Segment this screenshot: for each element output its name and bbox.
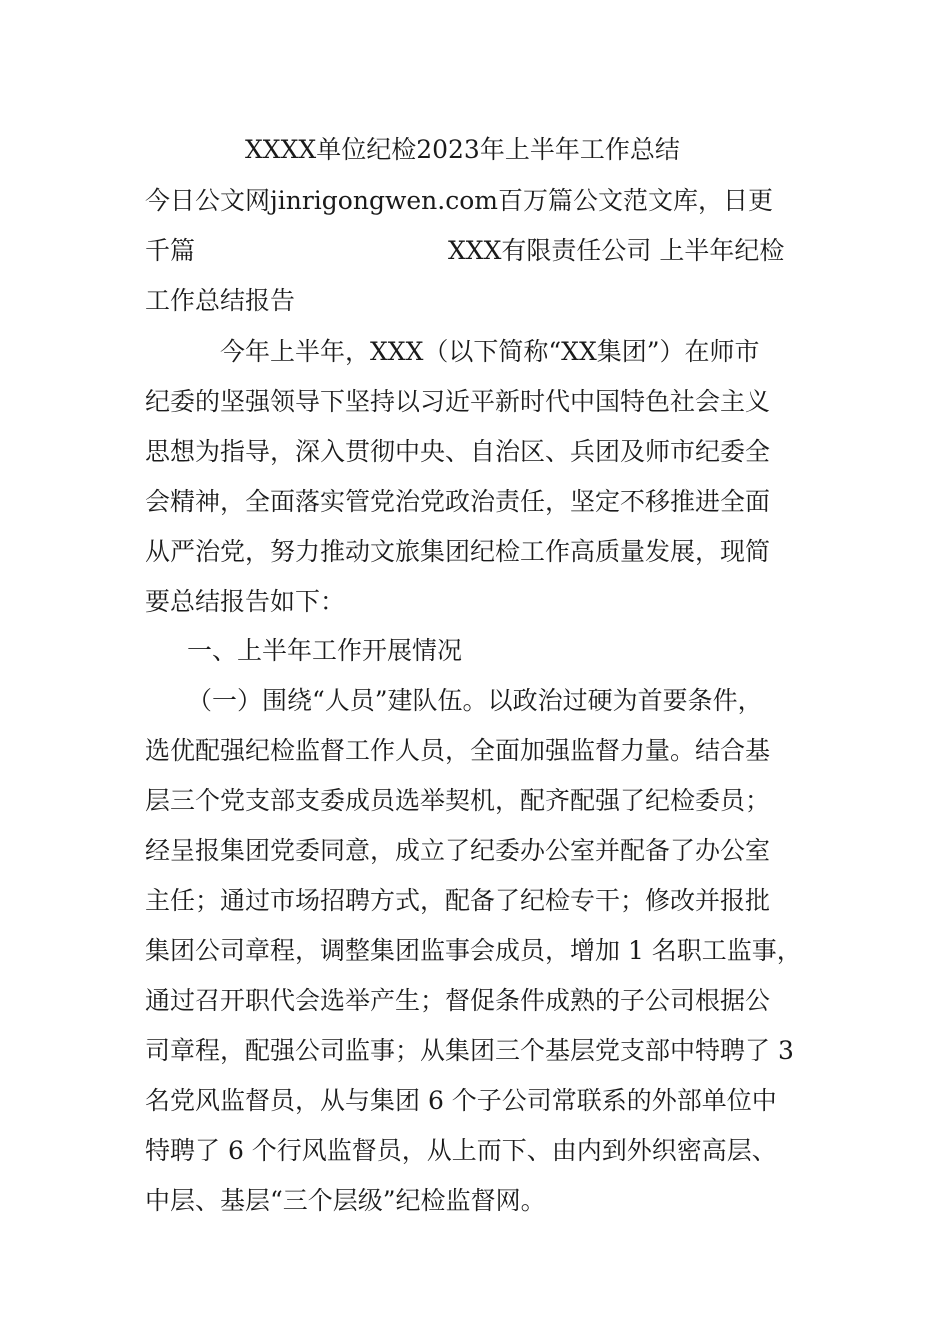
subsection-line: 选优配强纪检监督工作人员，全面加强监督力量。结合基 [145, 736, 771, 765]
document-title: XXXX单位纪检2023年上半年工作总结 [245, 135, 680, 164]
subsection-line: 特聘了 6 个行风监督员，从上而下、由内到外织密高层、 [145, 1136, 777, 1165]
intro-line: 纪委的坚强领导下坚持以习近平新时代中国特色社会主义 [145, 387, 771, 416]
subsection-line: 通过召开职代会选举产生；督促条件成熟的子公司根据公 [145, 986, 771, 1015]
intro-line: 思想为指导，深入贯彻中央、自治区、兵团及师市纪委全 [145, 437, 771, 466]
section-heading: 一、上半年工作开展情况 [187, 636, 463, 665]
subsection-line: 中层、基层“三个层级”纪检监督网。 [145, 1186, 546, 1215]
subsection-line: 经呈报集团党委同意，成立了纪委办公室并配备了办公室 [145, 836, 771, 865]
subsection-line: 层三个党支部支委成员选举契机，配齐配强了纪检委员； [145, 786, 771, 815]
subsection-line: 主任；通过市场招聘方式，配备了纪检专干；修改并报批 [145, 886, 771, 915]
subsection-line: 名党风监督员，从与集团 6 个子公司常联系的外部单位中 [145, 1086, 777, 1115]
source-line-2-left: 千篇 [145, 236, 196, 265]
subsection-line: 司章程，配强公司监事；从集团三个基层党支部中特聘了 3 [145, 1036, 794, 1065]
intro-line: 会精神，全面落实管党治党政治责任，坚定不移推进全面 [145, 487, 771, 516]
source-line-3: 工作总结报告 [145, 286, 296, 315]
subsection-line: （一）围绕“人员”建队伍。以政治过硬为首要条件， [187, 686, 763, 715]
intro-line: 从严治党，努力推动文旅集团纪检工作高质量发展，现简 [145, 537, 771, 566]
source-line-1: 今日公文网jinrigongwen.com百万篇公文范文库，日更 [145, 186, 773, 215]
source-line-2-right: XXX有限责任公司 上半年纪检 [448, 236, 785, 265]
intro-line: 今年上半年，XXX（以下简称“XX集团”）在师市 [220, 337, 760, 366]
intro-line: 要总结报告如下： [145, 587, 346, 616]
subsection-line: 集团公司章程，调整集团监事会成员，增加 1 名职工监事， [145, 936, 802, 965]
